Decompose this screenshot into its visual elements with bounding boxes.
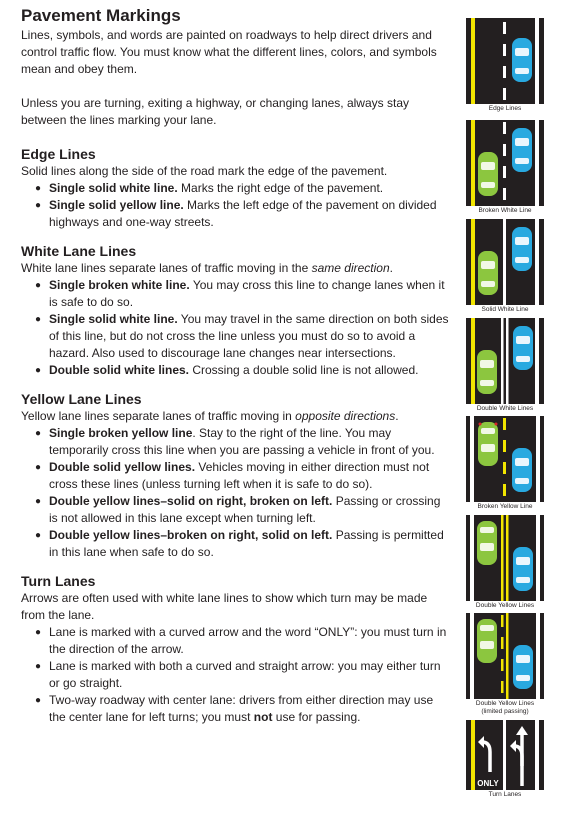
green-car-icon [477, 350, 497, 394]
figure-double-yellow-limited-passing [466, 613, 544, 716]
blue-car-icon [513, 547, 533, 591]
white-lane-lines-list [21, 277, 449, 379]
figure-broken-yellow-line [466, 416, 544, 511]
yellow-lane-lines-intro: Yellow lane lines separate lanes of traffic moving in opposite directions. [21, 409, 399, 423]
broken-yellow-line-illustration [466, 416, 544, 502]
yellow-lane-lines-heading: Yellow Lane Lines [21, 391, 142, 407]
figure-caption: Edge Lines [488, 105, 522, 112]
figure-broken-white-line [466, 120, 544, 215]
intro-paragraph-1: Lines, symbols, and words are painted on roadways to help direct drivers and control traffic flow. You must know what the different lines, colors, and symbols mean and obey them. [21, 28, 437, 76]
list-item: ● Double solid white lines. Crossing a double solid line is not allowed. [49, 362, 449, 379]
figure-turn-lanes [466, 720, 544, 799]
blue-car-icon [512, 448, 532, 492]
figure-solid-white-line [466, 219, 544, 314]
text-column [21, 6, 449, 726]
page-title: Pavement Markings [21, 6, 181, 25]
turn-lanes-illustration [466, 720, 544, 790]
turn-lanes-intro: Arrows are often used with white lane lines to show which turn may be made from the lane. [21, 591, 428, 622]
turn-lanes-heading: Turn Lanes [21, 573, 96, 589]
list-item: ● Double solid yellow lines. Vehicles moving in either direction must not cross these lines (unless turning left when it is safe to do so). [49, 459, 449, 493]
figure-edge-lines [466, 18, 544, 113]
blue-car-icon [513, 326, 533, 370]
list-item: ● Single broken yellow line. Stay to the right of the line. You may temporarily cross this line when you are passing a vehicle in front of you. [49, 425, 449, 459]
figure-caption: Turn Lanes [488, 791, 522, 798]
figure-double-yellow-lines [466, 515, 544, 610]
edge-lines-section [21, 146, 449, 231]
double-white-lines-illustration [466, 318, 544, 404]
white-lane-lines-intro: White lane lines separate lanes of traffic moving in the same direction. [21, 261, 393, 275]
edge-lines-list [21, 180, 449, 231]
list-item: ● Lane is marked with a curved arrow and the word “ONLY”: you must turn in the direction of the arrow. [49, 624, 449, 658]
white-lane-lines-section [21, 243, 449, 379]
figure-caption: Broken Yellow Line [477, 503, 533, 510]
turn-lanes-section [21, 573, 449, 726]
blue-car-icon [512, 128, 532, 172]
blue-car-icon [513, 645, 533, 689]
double-yellow-limited-passing-illustration [466, 613, 544, 699]
figure-caption: Solid White Line [481, 306, 529, 313]
only-road-text: ONLY [477, 779, 499, 788]
list-item: ● Double yellow lines–solid on right, broken on left. Passing or crossing is not allowed in this lane except when turning left. [49, 493, 449, 527]
blue-car-icon [512, 38, 532, 82]
green-car-icon [477, 521, 497, 565]
list-item: ● Single solid yellow line. Marks the left edge of the pavement on divided highways and one-way streets. [49, 197, 449, 231]
green-car-icon [477, 619, 497, 663]
solid-white-line-illustration [466, 219, 544, 305]
list-item: ● Single solid white line. You may travel in the same direction on both sides of this line, but do not cross the line unless you must do so to avoid a hazard. Also used to discourage lane changes near intersections. [49, 311, 449, 362]
yellow-lane-lines-list [21, 425, 449, 561]
figure-double-white-lines [466, 318, 544, 413]
green-car-icon [478, 251, 498, 295]
list-item: ● Lane is marked with both a curved and straight arrow: you may either turn or go straight. [49, 658, 449, 692]
figure-caption: Double White Lines [476, 405, 534, 412]
edge-lines-illustration [466, 18, 544, 104]
list-item: ● Single broken white line. You may cross this line to change lanes when it is safe to do so. [49, 277, 449, 311]
list-item: ● Single solid white line. Marks the right edge of the pavement. [49, 180, 449, 197]
intro-paragraph-2: Unless you are turning, exiting a highway, or changing lanes, always stay between the lines marking your lane. [21, 96, 409, 127]
figure-caption: Double Yellow Lines (limited passing) [475, 700, 535, 715]
figure-caption: Double Yellow Lines [475, 602, 535, 609]
edge-lines-heading: Edge Lines [21, 146, 96, 162]
yellow-lane-lines-section [21, 391, 449, 561]
green-car-icon [478, 422, 498, 466]
white-lane-lines-heading: White Lane Lines [21, 243, 137, 259]
list-item: ● Two-way roadway with center lane: drivers from either direction may use the center lane for left turns; you must not use for passing. [49, 692, 449, 726]
turn-lanes-list [21, 624, 449, 726]
double-yellow-lines-illustration [466, 515, 544, 601]
green-car-icon [478, 152, 498, 196]
blue-car-icon [512, 227, 532, 271]
figure-caption: Broken White Line [478, 207, 532, 214]
edge-lines-intro: Solid lines along the side of the road mark the edge of the pavement. [21, 164, 388, 178]
list-item: ● Double yellow lines–broken on right, solid on left. Passing is permitted in this lane when safe to do so. [49, 527, 449, 561]
broken-white-line-illustration [466, 120, 544, 206]
